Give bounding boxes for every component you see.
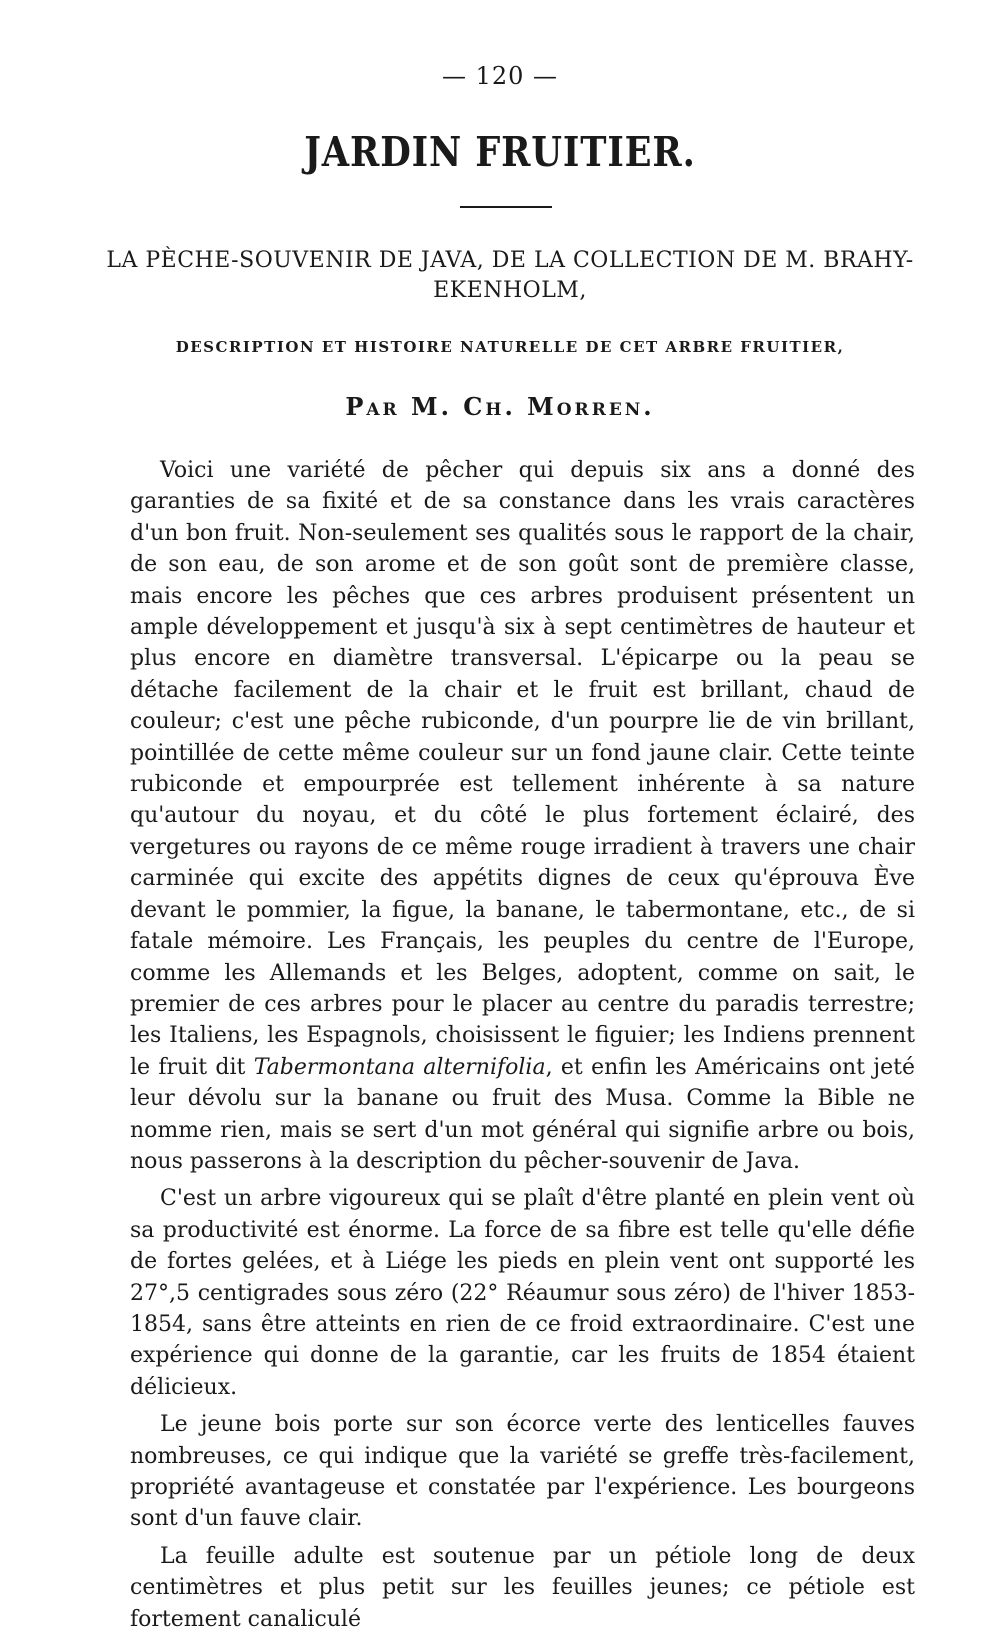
paragraph-4: La feuille adulte est soutenue par un pétiole long de deux centimètres et plus petit sur les feuilles jeunes; ce pétiole est fortement canaliculé — [130, 1543, 915, 1632]
section-title: JARDIN FRUITIER. — [304, 128, 696, 176]
page-number: — 120 — — [441, 62, 559, 90]
paragraph-1 — [130, 455, 915, 1177]
title-divider — [460, 206, 552, 208]
paragraph-1-text-a: Voici une variété de pêcher qui depuis six ans a donné des garanties de sa fixité et de sa constance dans les vrais caractères d'un bon fruit. Non-seulement ses qualités sous le rapport de la chair, de son eau, de son arome et de son goût sont de première classe, mais encore les pêches que ces arbres produisent présentent un ample développement et jusqu'à six à sept centimètres de hauteur et plus encore en diamètre transversal. L'épicarpe ou la peau se détache facilement de la chair et le fruit est brillant, chaud de couleur; c'est une pêche rubiconde, d'un pourpre lie de vin brillant, pointillée de cette même couleur sur un fond jaune clair. Cette teinte rubiconde et empourprée est tellement inhérente à sa nature qu'autour du noyau, et du côté le plus fortement éclairé, des vergetures ou rayons de ce même rouge irradient à travers une chair carminée qui excite des appétits dignes de ceux qu'éprouva Ève devant le pommier, la figue, la banane, le tabermontane, etc., de si fatale mémoire. Les Français, les peuples du centre de l'Europe, comme les Allemands et les Belges, adoptent, comme on sait, le premier de ces arbres pour le placer au centre du paradis terrestre; les Italiens, les Espagnols, choisissent le figuier; les Indiens prennent le fruit dit — [130, 458, 915, 1080]
author-line: Par M. Ch. Morren. — [345, 392, 655, 421]
paragraph-1-text-b: , et enfin les Américains ont jeté leur dévolu sur la banane ou fruit des Musa. Comme la Bible ne nomme rien, mais se sert d'un mot général qui signifie arbre ou bois, nous passerons à la description du pêcher-souvenir de Java. — [130, 1054, 915, 1174]
article-title: LA PÈCHE-SOUVENIR DE JAVA, DE LA COLLECTION DE M. BRAHY-EKENHOLM, — [106, 248, 914, 303]
species-name: Tabermontana alternifolia — [253, 1054, 546, 1080]
paragraph-3: Le jeune bois porte sur son écorce verte des lenticelles fauves nombreuses, ce qui indique que la variété se greffe très-facilement, propriété avantageuse et constatée par l'expérience. Les bourgeons sont d'un fauve clair. — [130, 1412, 915, 1532]
paragraph-2: C'est un arbre vigoureux qui se plaît d'être planté en plein vent où sa productivité est énorme. La force de sa fibre est telle qu'elle défie de fortes gelées, et à Liége les pieds en plein vent ont supporté les 27°,5 centigrades sous zéro (22° Réaumur sous zéro) de l'hiver 1853-1854, sans être atteints en rien de ce froid extraordinaire. C'est une expérience qui donne de la garantie, car les fruits de 1854 étaient délicieux. — [130, 1186, 915, 1400]
article-subtitle: DESCRIPTION ET HISTOIRE NATURELLE DE CET ARBRE FRUITIER, — [175, 338, 845, 356]
article-body — [130, 455, 915, 1641]
